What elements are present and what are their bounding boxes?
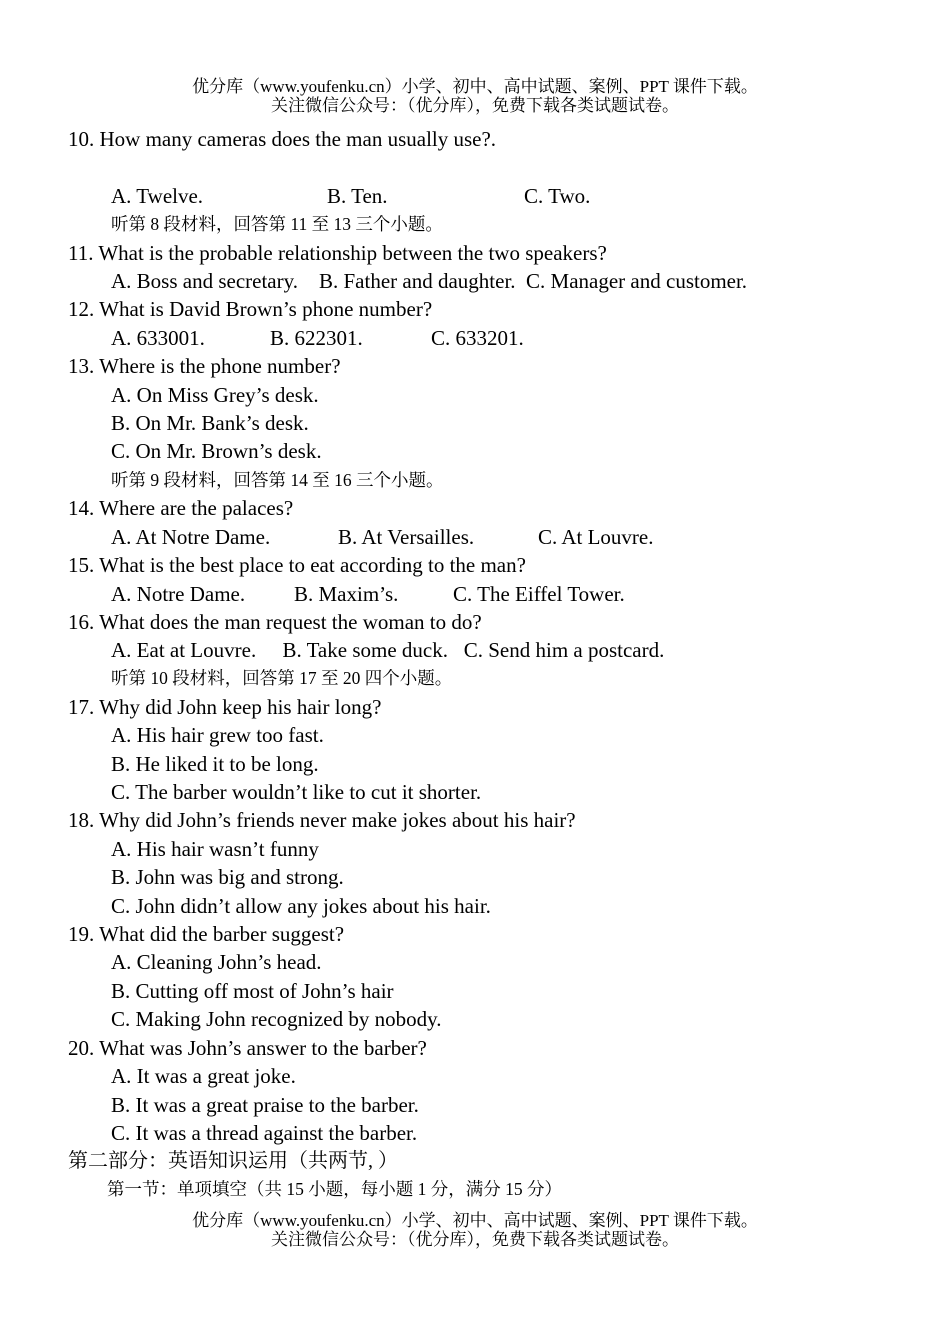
option-b: B. At Versailles.: [338, 525, 475, 549]
question-16-options: A. Eat at Louvre. B. Take some duck. C. Send him a postcard.: [111, 638, 665, 662]
question-18-option-b: B. John was big and strong.: [111, 865, 344, 889]
question-15-options: [111, 580, 871, 608]
option-b: B. Ten.: [327, 184, 388, 208]
option-a: A. Twelve.: [111, 184, 204, 208]
question-19-option-a: A. Cleaning John’s head.: [111, 950, 322, 974]
option-a: A. At Notre Dame.: [111, 525, 271, 549]
question-13-option-a: A. On Miss Grey’s desk.: [111, 383, 319, 407]
option-b: B. Maxim’s.: [294, 582, 399, 606]
question-18-option-c: C. John didn’t allow any jokes about his hair.: [111, 894, 491, 918]
question-20: 20. What was John’s answer to the barber?: [68, 1036, 427, 1060]
question-10-options: [111, 182, 871, 210]
part-2-title: 第二部分：英语知识运用（共两节, ）: [68, 1150, 398, 1172]
option-a: A. 633001.: [111, 326, 205, 350]
header-line-2: 关注微信公众号：（优分库），免费下载各类试题试卷。: [271, 96, 679, 115]
option-c: C. At Louvre.: [538, 525, 654, 549]
page-footer: [0, 1211, 950, 1249]
question-17-option-b: B. He liked it to be long.: [111, 752, 319, 776]
question-20-option-a: A. It was a great joke.: [111, 1064, 296, 1088]
question-13: 13. Where is the phone number?: [68, 354, 341, 378]
question-16: 16. What does the man request the woman to do?: [68, 610, 482, 634]
question-14: 14. Where are the palaces?: [68, 496, 294, 520]
header-line-1: 优分库（www.youfenku.cn）小学、初中、高中试题、案例、PPT 课件下载。: [192, 77, 758, 96]
option-a: A. Notre Dame.: [111, 582, 246, 606]
question-18-option-a: A. His hair wasn’t funny: [111, 837, 319, 861]
question-17-option-c: C. The barber wouldn’t like to cut it shorter.: [111, 780, 482, 804]
footer-line-2: 关注微信公众号：（优分库），免费下载各类试题试卷。: [271, 1230, 679, 1249]
question-20-option-b: B. It was a great praise to the barber.: [111, 1093, 419, 1117]
question-18: 18. Why did John’s friends never make jokes about his hair?: [68, 808, 576, 832]
question-19-option-b: B. Cutting off most of John’s hair: [111, 979, 394, 1003]
question-11: 11. What is the probable relationship between the two speakers?: [68, 241, 607, 265]
question-20-option-c: C. It was a thread against the barber.: [111, 1121, 418, 1145]
section-10-instruction: 听第 10 段材料，回答第 17 至 20 四个小题。: [111, 668, 453, 688]
question-13-option-c: C. On Mr. Brown’s desk.: [111, 439, 322, 463]
question-17: 17. Why did John keep his hair long?: [68, 695, 382, 719]
question-12-options: [111, 324, 871, 352]
question-15: 15. What is the best place to eat according to the man?: [68, 553, 526, 577]
question-10: 10. How many cameras does the man usually use?.: [68, 127, 497, 151]
question-11-options: A. Boss and secretary. B. Father and daughter. C. Manager and customer.: [111, 269, 748, 293]
question-19: 19. What did the barber suggest?: [68, 922, 345, 946]
option-c: C. The Eiffel Tower.: [453, 582, 625, 606]
section-9-instruction: 听第 9 段材料，回答第 14 至 16 三个小题。: [111, 470, 444, 490]
question-13-option-b: B. On Mr. Bank’s desk.: [111, 411, 309, 435]
question-19-option-c: C. Making John recognized by nobody.: [111, 1007, 442, 1031]
option-b: B. 622301.: [270, 326, 363, 350]
option-c: C. 633201.: [431, 326, 524, 350]
section-8-instruction: 听第 8 段材料，回答第 11 至 13 三个小题。: [111, 214, 443, 234]
part-2-section-1: 第一节：单项填空（共 15 小题，每小题 1 分，满分 15 分）: [107, 1179, 562, 1199]
question-14-options: [111, 523, 871, 551]
option-c: C. Two.: [524, 184, 591, 208]
footer-line-1: 优分库（www.youfenku.cn）小学、初中、高中试题、案例、PPT 课件下载。: [192, 1211, 758, 1230]
question-12: 12. What is David Brown’s phone number?: [68, 297, 433, 321]
question-17-option-a: A. His hair grew too fast.: [111, 723, 324, 747]
page-header: [0, 77, 950, 115]
